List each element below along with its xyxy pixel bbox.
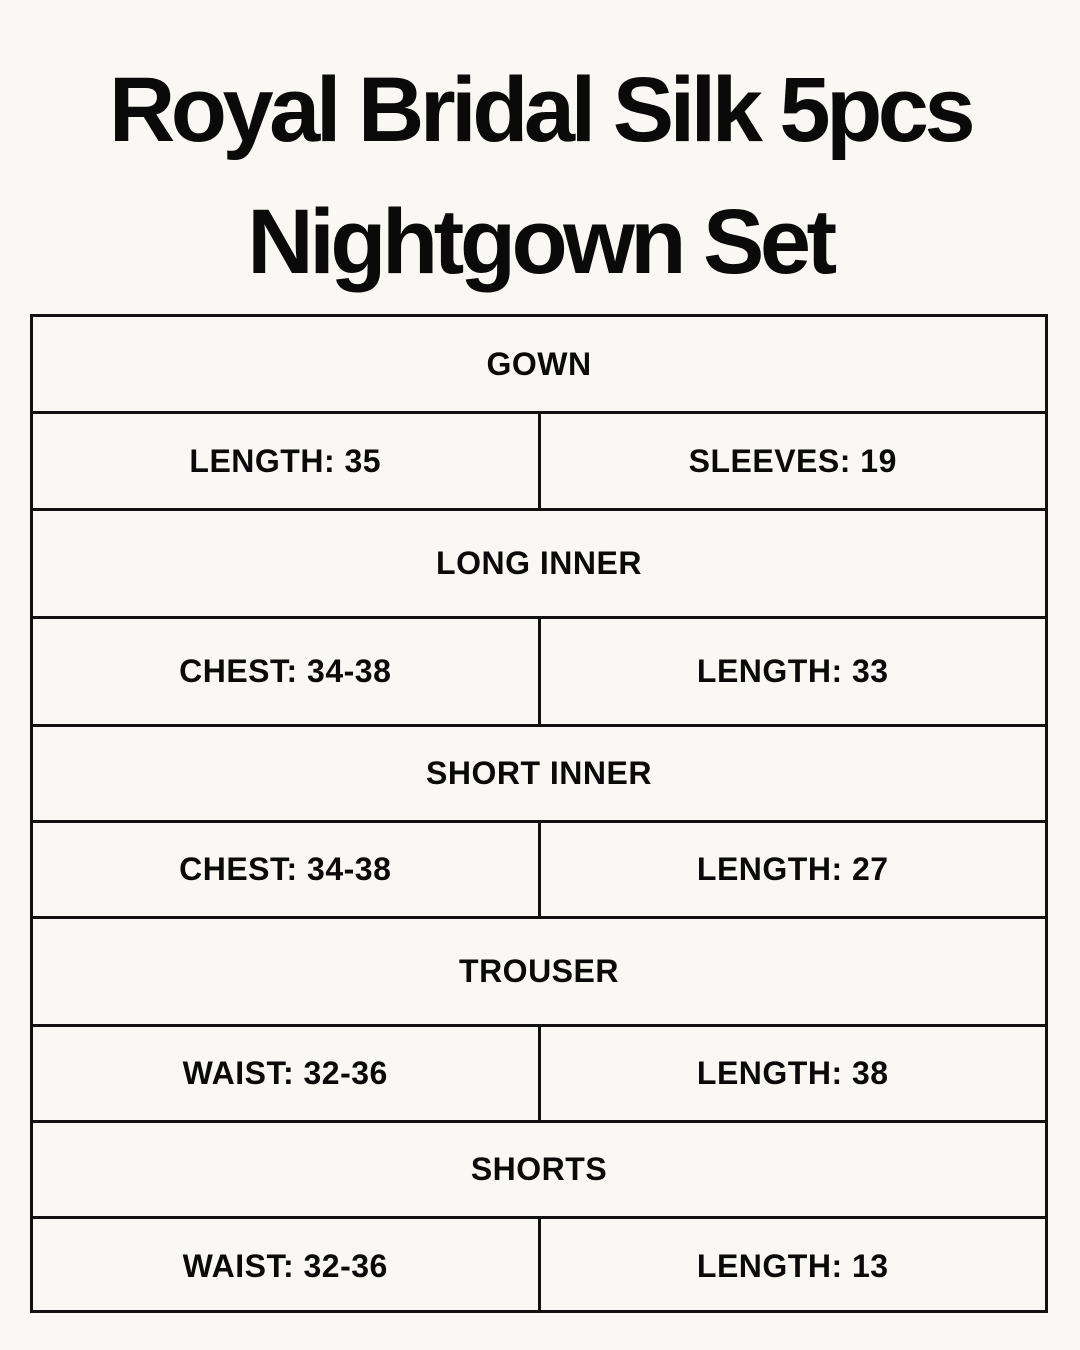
section-heading-gown: GOWN [486,345,592,382]
section-header-row [33,1123,1045,1219]
short-inner-length-cell: LENGTH: 27 [696,851,889,887]
section-header-row [33,919,1045,1027]
measurement-row [33,619,1045,727]
section-header-row [33,727,1045,823]
measurement-row [33,823,1045,919]
shorts-length-cell: LENGTH: 13 [696,1247,889,1284]
title-line-1: Royal Bridal Silk 5pcs [108,59,972,161]
page-title [0,44,1080,308]
measurement-row [33,414,1045,511]
section-heading-trouser: TROUSER [459,953,619,989]
short-inner-chest-cell: CHEST: 34-38 [33,823,541,916]
section-heading-long-inner: LONG INNER [436,545,642,581]
shorts-waist-cell: WAIST: 32-36 [33,1219,541,1313]
section-header-row [33,511,1045,619]
measurement-row [33,1219,1045,1313]
title-line-2: Nightgown Set [247,191,833,293]
gown-length-cell: LENGTH: 35 [33,414,541,508]
trouser-length-cell: LENGTH: 38 [696,1055,889,1091]
gown-sleeves-cell: SLEEVES: 19 [688,442,897,479]
section-header-row [33,317,1045,414]
trouser-waist-cell: WAIST: 32-36 [33,1027,541,1120]
long-inner-chest-cell: CHEST: 34-38 [33,619,541,724]
long-inner-length-cell: LENGTH: 33 [696,653,889,689]
section-heading-short-inner: SHORT INNER [426,755,652,791]
measurement-row [33,1027,1045,1123]
size-chart-table [30,314,1048,1313]
section-heading-shorts: SHORTS [470,1151,608,1187]
